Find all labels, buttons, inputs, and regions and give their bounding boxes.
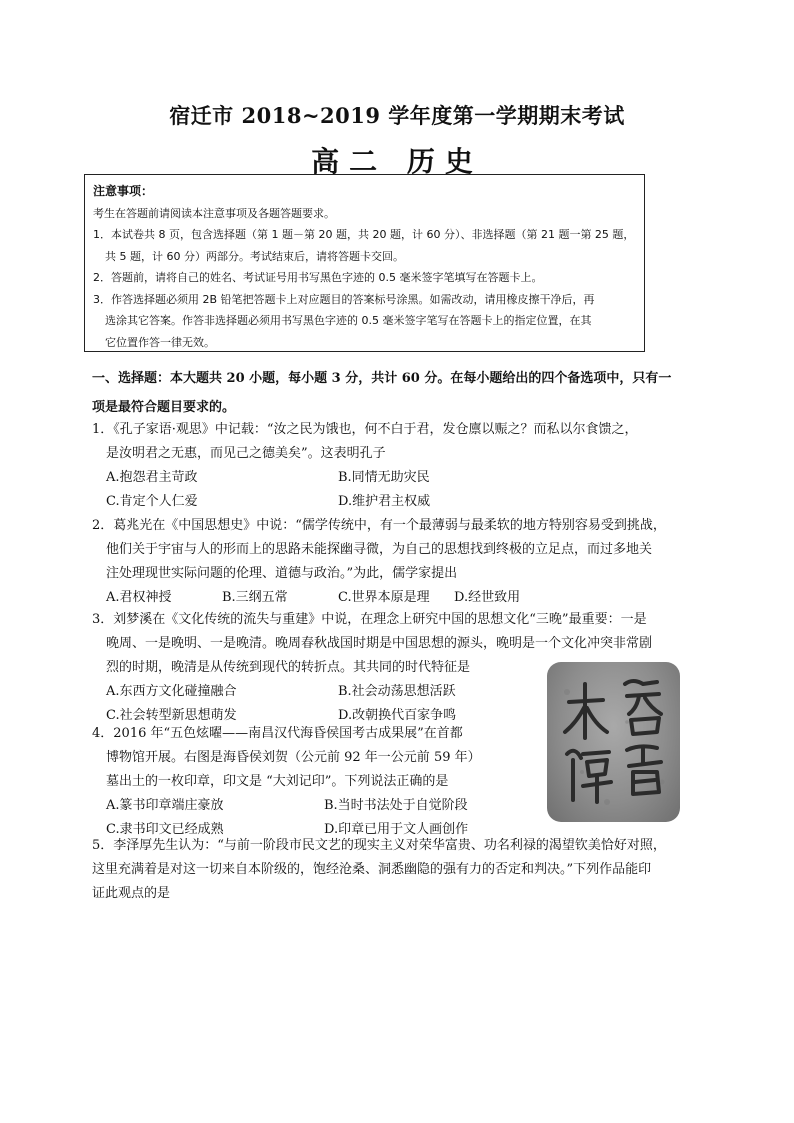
question-3-option-c: C.社会转型新思想萌发 (106, 708, 237, 723)
question-3-option-a: A.东西方文化碰撞融合 (106, 684, 237, 699)
exam-subject: 高二 历史 (311, 145, 483, 178)
question-2-option-b: B.三纲五常 (222, 590, 288, 605)
question-1-option-a: A.抱怨君主苛政 (106, 470, 198, 485)
notice-item-2: 2．答题前，请将自己的姓名、考试证号用书写黑色字迹的 0.5 毫米签字笔填写在答题卡上。 (93, 271, 543, 284)
seal-characters-drawing (547, 662, 680, 822)
question-3-option-b: B.社会动荡思想活跃 (338, 684, 456, 699)
question-5-stem: 5．李泽厚先生认为：“与前一阶段市民文艺的现实主义对荣华富贵、功名利禄的渴望钦美恰好对照， (92, 838, 666, 853)
exam-title: 宿迁市 2018~2019 学年度第一学期期末考试 (169, 103, 625, 128)
notice-heading: 注意事项： (93, 184, 154, 198)
question-1-stem: 1．《孔子家语·观思》中记载：“汝之民为饿也，何不白于君，发仓廪以赈之？而私以尔食馈之， (92, 422, 638, 437)
question-4 (92, 722, 542, 842)
question-1-stem-cont: 是汝明君之无惠，而见己之德美矣”。这表明孔子 (106, 446, 386, 461)
question-2-stem-cont: 他们关于宇宙与人的形而上的思路未能探幽寻微，为自己的思想找到终极的立足点，而过多地关 (106, 542, 653, 557)
question-2-option-a: A.君权神授 (106, 590, 172, 605)
question-4-stem-cont2: 墓出土的一枚印章，印文是 “大刘记印”。下列说法正确的是 (106, 774, 449, 789)
question-4-option-a: A.篆书印章端庄豪放 (106, 798, 224, 813)
question-1 (92, 418, 704, 514)
notice-intro: 考生在答题前请阅读本注意事项及各题答题要求。 (93, 206, 335, 220)
question-2-stem-cont2: 注处理现世实际问题的伦理、道德与政治。”为此，儒学家提出 (106, 566, 458, 581)
notice-item-1: 1．本试卷共 8 页，包含选择题（第 1 题－第 20 题，共 20 题，计 60 分）、非选择题（第 21 题一第 25 题， (93, 228, 635, 241)
question-4-option-c: C.隶书印文已经成熟 (106, 822, 224, 837)
seal-image (547, 662, 680, 822)
section-heading (92, 364, 704, 422)
question-3-stem-cont: 晚周、一是晚明、一是晚清。晚周春秋战国时期是中国思想的源头，晚明是一个文化冲突非常剧 (106, 636, 653, 651)
question-2 (92, 514, 704, 610)
question-1-option-c: C.肯定个人仁爱 (106, 494, 198, 509)
question-1-option-b: B.同情无助灾民 (338, 470, 430, 485)
question-5 (92, 834, 704, 906)
notice-item-1-cont: 共 5 题，计 60 分）两部分。考试结束后，请将答题卡交回。 (105, 249, 404, 263)
question-4-stem: 4．2016 年“五色炫曜——南昌汉代海昏侯国考古成果展”在首都 (92, 726, 463, 741)
question-3-option-d: D.改朝换代百家争鸣 (338, 708, 457, 723)
notice-item-3-cont: 选涂其它答案。作答非选择题必须用书写黑色字迹的 0.5 毫米签字笔写在答题卡上的指定位置，在其 (105, 314, 592, 327)
question-2-stem: 2．葛兆光在《中国思想史》中说：“儒学传统中，有一个最薄弱与最柔软的地方特别容易受到挑战， (92, 518, 666, 533)
question-4-option-d: D.印章已用于文人画创作 (324, 822, 469, 837)
question-2-option-d: D.经世致用 (454, 590, 521, 605)
question-4-stem-cont: 博物馆开展。右图是海昏侯刘贺（公元前 92 年一公元前 59 年） (106, 750, 481, 765)
question-3-stem: 3．刘梦溪在《文化传统的流失与重建》中说，在理念上研究中国的思想文化“三晚”最重要：一是 (92, 612, 647, 627)
question-5-stem-cont: 这里充满着是对这一切来自本阶级的，饱经沧桑、洞悉幽隐的强有力的否定和判决。”下列作品能印 (92, 862, 652, 877)
question-3-stem-cont2: 烈的时期，晚清是从传统到现代的转折点。其共同的时代特征是 (106, 660, 471, 675)
question-2-option-c: C.世界本原是理 (338, 590, 430, 605)
question-1-option-d: D.维护君主权威 (338, 494, 431, 509)
question-5-stem-cont2: 证此观点的是 (92, 886, 171, 901)
notice-item-3-cont2: 它位置作答一律无效。 (105, 335, 215, 349)
question-4-option-b: B.当时书法处于自觉阶段 (324, 798, 468, 813)
notice-item-3: 3．作答选择题必须用 2B 铅笔把答题卡上对应题目的答案标号涂黑。如需改动，请用橡皮擦干净后，再 (93, 292, 595, 306)
section-heading-line-1: 一、选择题：本大题共 20 小题，每小题 3 分，共计 60 分。在每小题给出的四个备选项中，只有一 (92, 371, 672, 386)
section-heading-line-2: 项是最符合题目要求的。 (92, 400, 236, 415)
notice-box (84, 174, 645, 352)
